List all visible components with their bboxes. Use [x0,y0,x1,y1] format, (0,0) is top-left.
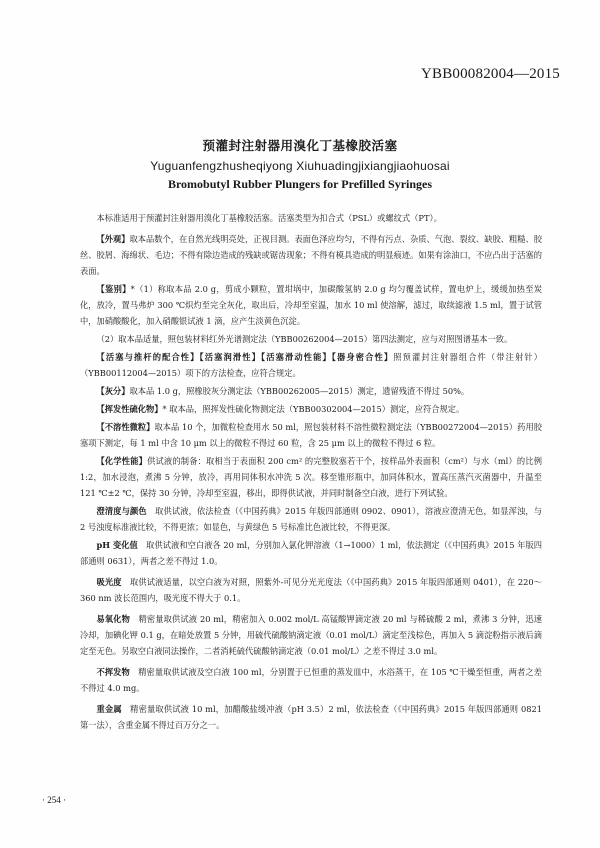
section-fit [80,349,542,381]
section-chemical [80,453,542,501]
section-text: 取本品 1.0 g，照橡胶灰分测定法（YBB00262005—2015）测定，遗留残渣不得过 50%。 [129,386,470,396]
section-identification-1 [80,281,542,329]
section-label: 【化学性能】 [96,456,148,466]
section-text: 照预灌封注射器组合件（带注射针）（YBB00112004—2015）项下的方法检查，应符合规定。 [80,352,543,378]
title-english: Bromobutyl Rubber Plungers for Prefilled Syringes [167,177,433,191]
section-text: 取本品数个，在自然光线明亮处，正视目测。表面色泽应均匀，不得有污点、杂质、气泡、裂纹、缺胶、粗糙、胶丝、胶屑、海绵状、毛边；不得有除边造成的残缺或锯齿现象；不得有模具造成的明显痕迹。如果有涂油口，不应凸出于活塞的表面。 [80,234,542,276]
title-block [0,136,600,192]
title-chinese: 预灌封注射器用溴化丁基橡胶活塞 [202,138,398,153]
section-label: 【灰分】 [96,386,130,396]
section-text: 取供试液适量，以空白液为对照，照紫外-可见分光光度法（《中国药典》2015 年版四部通则 0401），在 220～360 nm 波长范围内，吸光度不得大于 0.1。 [80,577,542,603]
section-text: 精密量取供试液及空白液 100 ml，分别置于已恒重的蒸发皿中，水浴蒸干，在 105 ℃干燥至恒重，两者之差不得过 4.0 mg。 [80,667,543,693]
section-label: 吸光度 [96,577,122,587]
section-label: 重金属 [96,704,122,714]
section-absorbance [80,574,542,606]
section-identification-2: （2）取本品适量，照包装材料红外光谱测定法（YBB00262004—2015）第四法测定，应与对照图谱基本一致。 [96,334,513,344]
section-label: 【鉴别】 [96,284,131,294]
section-text: * 取本品，照挥发性硫化物测定法（YBB00302004—2015）测定，应符合规定。 [162,404,465,414]
section-ph [80,537,542,569]
section-label: 【外观】 [96,234,130,244]
standard-code: YBB00082004—2015 [420,66,560,82]
page-number: · 254 · [42,795,66,805]
section-heavy-metals [80,701,542,733]
section-text: 取本品 10 个，加微粒检查用水 50 ml，照包装材料不溶性微粒测定法（YBB00272004—2015）药用胶塞项下测定，每 1 ml 中含 10 μm 以上的微粒不得过 60 粒，含 25 μm 以上的微粒不得过 6 粒。 [80,422,542,448]
section-label: 【活塞与推杆的配合性】【活塞润滑性】【活塞滑动性能】【器身密合性】 [96,352,394,362]
section-oxidizable [80,611,542,659]
section-label: 【挥发性硫化物】 [96,404,163,414]
intro-paragraph: 本标准适用于预灌封注射器用溴化丁基橡胶活塞。活塞类型为扣合式（PSL）或螺纹式（PT）。 [96,213,442,223]
section-text: 精密量取供试液 10 ml，加醋酸盐缓冲液（pH 3.5）2 ml，依法检查（《中国药典》2015 年版四部通则 0821 第一法），含重金属不得过百万分之一。 [80,704,543,730]
title-pinyin: Yuguanfengzhusheqiyong Xiuhuadingjixiangjiaohuosai [150,159,450,173]
section-label: 易氧化物 [96,614,131,624]
document-body [80,210,542,735]
section-insoluble-particles [80,419,542,451]
section-appearance [80,231,542,279]
section-text: 供试液的制备：取相当于表面积 200 cm² 的完整胶塞若干个，按样品外表面积（cm²）与水（ml）的比例 1:2，加水浸泡，煮沸 5 分钟，放冷，再用同体积水冲洗 5 次。移至锥形瓶中，加同体积水，置高压蒸汽灭菌器中，升温至 121 ℃±2 ℃，保持 30 分钟，冷却至室温，移出，即得供试液，并同时制备空白液，进行下列试验。 [80,456,542,498]
section-text: 取供试液，依法检查（《中国药典》2015 年版四部通则 0902、0901），溶液应澄清无色，如显浑浊，与 2 号浊度标准液比较，不得更浓；如显色，与黄绿色 5 号标准比色液比较，不得更深。 [80,506,543,532]
section-clarity [80,503,542,535]
section-label: pH 变化值 [96,540,138,550]
section-nonvolatile [80,664,542,696]
section-label: 不挥发物 [96,667,130,677]
section-volatile-sulfide [80,401,542,417]
section-text: 精密量取供试液 20 ml，精密加入 0.002 mol/L 高锰酸钾滴定液 20 ml 与稀硫酸 2 ml，煮沸 3 分钟，迅速冷却，加碘化钾 0.1 g，在暗处放置 5 分钟，用硫代硫酸钠滴定液（0.01 mol/L）滴定至浅棕色，再加入 5 滴淀粉指示液后滴定至无色。另取空白液同法操作，二者消耗硫代硫酸钠滴定液（0.01 mol/L）之差不得过 3.0 ml。 [80,614,543,656]
section-label: 澄清度与颜色 [96,506,147,516]
section-text: *（1）称取本品 2.0 g，剪成小颗粒，置坩埚中，加碳酸氢钠 2.0 g 均匀覆盖试样，置电炉上，缓缓加热至炭化，放冷，置马弗炉 300 ℃炽灼至完全灰化，取出后，冷却至室温，加水 10 ml 使溶解，滤过，取续滤液 1.5 ml，置于试管中，加硝酸酸化，加入硝酸银试液 1 滴，应产生淡黄色沉淀。 [80,284,542,326]
section-ash [80,383,542,399]
section-label: 【不溶性微粒】 [96,422,155,432]
section-text: 取供试液和空白液各 20 ml，分别加入氯化钾溶液（1→1000）1 ml，依法测定（《中国药典》2015 年版四部通则 0631），两者之差不得过 1.0。 [80,540,543,566]
